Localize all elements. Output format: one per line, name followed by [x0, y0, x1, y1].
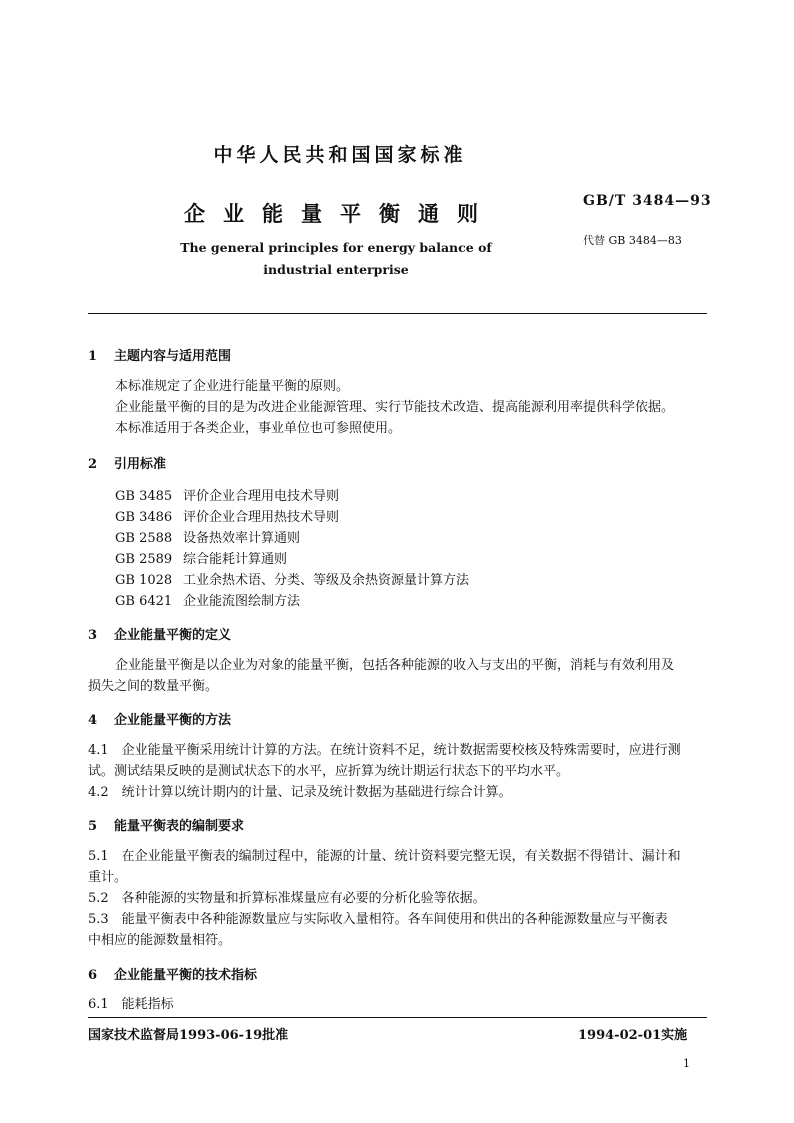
- reference-code: GB 1028: [115, 573, 173, 588]
- paragraph: 损失之间的数量平衡。: [88, 679, 219, 694]
- section-title: 企业能量平衡的定义: [114, 628, 232, 643]
- clause-5-2: 5.2 各种能源的实物量和折算标准煤量应有必要的分析化验等依据。: [88, 891, 486, 906]
- section-number: 2: [88, 457, 98, 472]
- reference-title: 企业能流图绘制方法: [183, 594, 301, 609]
- section-number: 1: [88, 349, 98, 364]
- section-title: 企业能量平衡的技术指标: [114, 968, 258, 983]
- section-6-heading: [88, 964, 257, 983]
- reference-title: 工业余热术语、分类、等级及余热资源量计算方法: [183, 573, 470, 588]
- effective-date: 1994-02-01实施: [578, 1028, 688, 1043]
- clause-4-1-continued: 试。测试结果反映的是测试状态下的水平，应折算为统计期运行状态下的平均水平。: [88, 764, 570, 779]
- footer-divider: [88, 1017, 707, 1018]
- section-title: 企业能量平衡的方法: [114, 713, 232, 728]
- clause-4-1: 4.1 企业能量平衡采用统计计算的方法。在统计资料不足，统计数据需要校核及特殊需要时，应进行测: [88, 743, 681, 758]
- section-2-heading: [88, 453, 166, 472]
- reference-code: GB 2588: [115, 531, 173, 546]
- paragraph: 企业能量平衡的目的是为改进企业能源管理、实行节能技术改造、提高能源利用率提供科学依据。: [115, 400, 675, 415]
- clause-5-1: 5.1 在企业能量平衡表的编制过程中，能源的计量、统计资料要完整无误，有关数据不得错计、漏计和: [88, 849, 681, 864]
- reference-code: GB 3485: [115, 489, 173, 504]
- reference-title: 评价企业合理用电技术导则: [183, 489, 340, 504]
- clause-6-1: 6.1 能耗指标: [88, 997, 174, 1012]
- english-title-line-1: The general principles for energy balance of: [180, 240, 492, 255]
- reference-item: [115, 506, 339, 525]
- reference-code: GB 6421: [115, 594, 173, 609]
- reference-item: [115, 527, 300, 546]
- paragraph: 本标准适用于各类企业，事业单位也可参照使用。: [115, 421, 402, 436]
- reference-title: 评价企业合理用热技术导则: [183, 510, 340, 525]
- section-title: 能量平衡表的编制要求: [114, 819, 245, 834]
- header-divider: [88, 313, 707, 314]
- section-3-heading: [88, 624, 231, 643]
- section-title: 主题内容与适用范围: [114, 349, 232, 364]
- clause-5-1-continued: 重计。: [88, 870, 128, 885]
- approval-date: 国家技术监督局1993-06-19批准: [88, 1028, 289, 1043]
- reference-title: 设备热效率计算通则: [183, 531, 301, 546]
- section-number: 4: [88, 713, 98, 728]
- section-number: 3: [88, 628, 98, 643]
- section-title: 引用标准: [114, 457, 167, 472]
- section-1-heading: [88, 345, 231, 364]
- english-title-line-2: industrial enterprise: [263, 262, 409, 277]
- reference-title: 综合能耗计算通则: [183, 552, 288, 567]
- clause-4-2: 4.2 统计计算以统计期内的计量、记录及统计数据为基础进行综合计算。: [88, 785, 512, 800]
- document-title: 企业能量平衡通则: [184, 202, 496, 226]
- section-4-heading: [88, 709, 231, 728]
- paragraph: 本标准规定了企业进行能量平衡的原则。: [115, 379, 350, 394]
- section-number: 6: [88, 968, 98, 983]
- clause-5-3-continued: 中相应的能源数量相符。: [88, 933, 232, 948]
- reference-item: [115, 590, 300, 609]
- paragraph: 企业能量平衡是以企业为对象的能量平衡，包括各种能源的收入与支出的平衡，消耗与有效利用及: [115, 658, 675, 673]
- reference-item: [115, 569, 469, 588]
- reference-item: [115, 485, 339, 504]
- issuer-title: 中华人民共和国国家标准: [213, 144, 467, 166]
- standard-code: GB/T 3484—93: [583, 193, 712, 209]
- reference-code: GB 3486: [115, 510, 173, 525]
- reference-code: GB 2589: [115, 552, 173, 567]
- page-number: 1: [683, 1057, 690, 1070]
- clause-5-3: 5.3 能量平衡表中各种能源数量应与实际收入量相符。各车间使用和供出的各种能源数量应与平衡表: [88, 912, 668, 927]
- reference-item: [115, 548, 287, 567]
- section-5-heading: [88, 815, 244, 834]
- section-number: 5: [88, 819, 98, 834]
- replaces-standard: 代替 GB 3484—83: [583, 234, 682, 247]
